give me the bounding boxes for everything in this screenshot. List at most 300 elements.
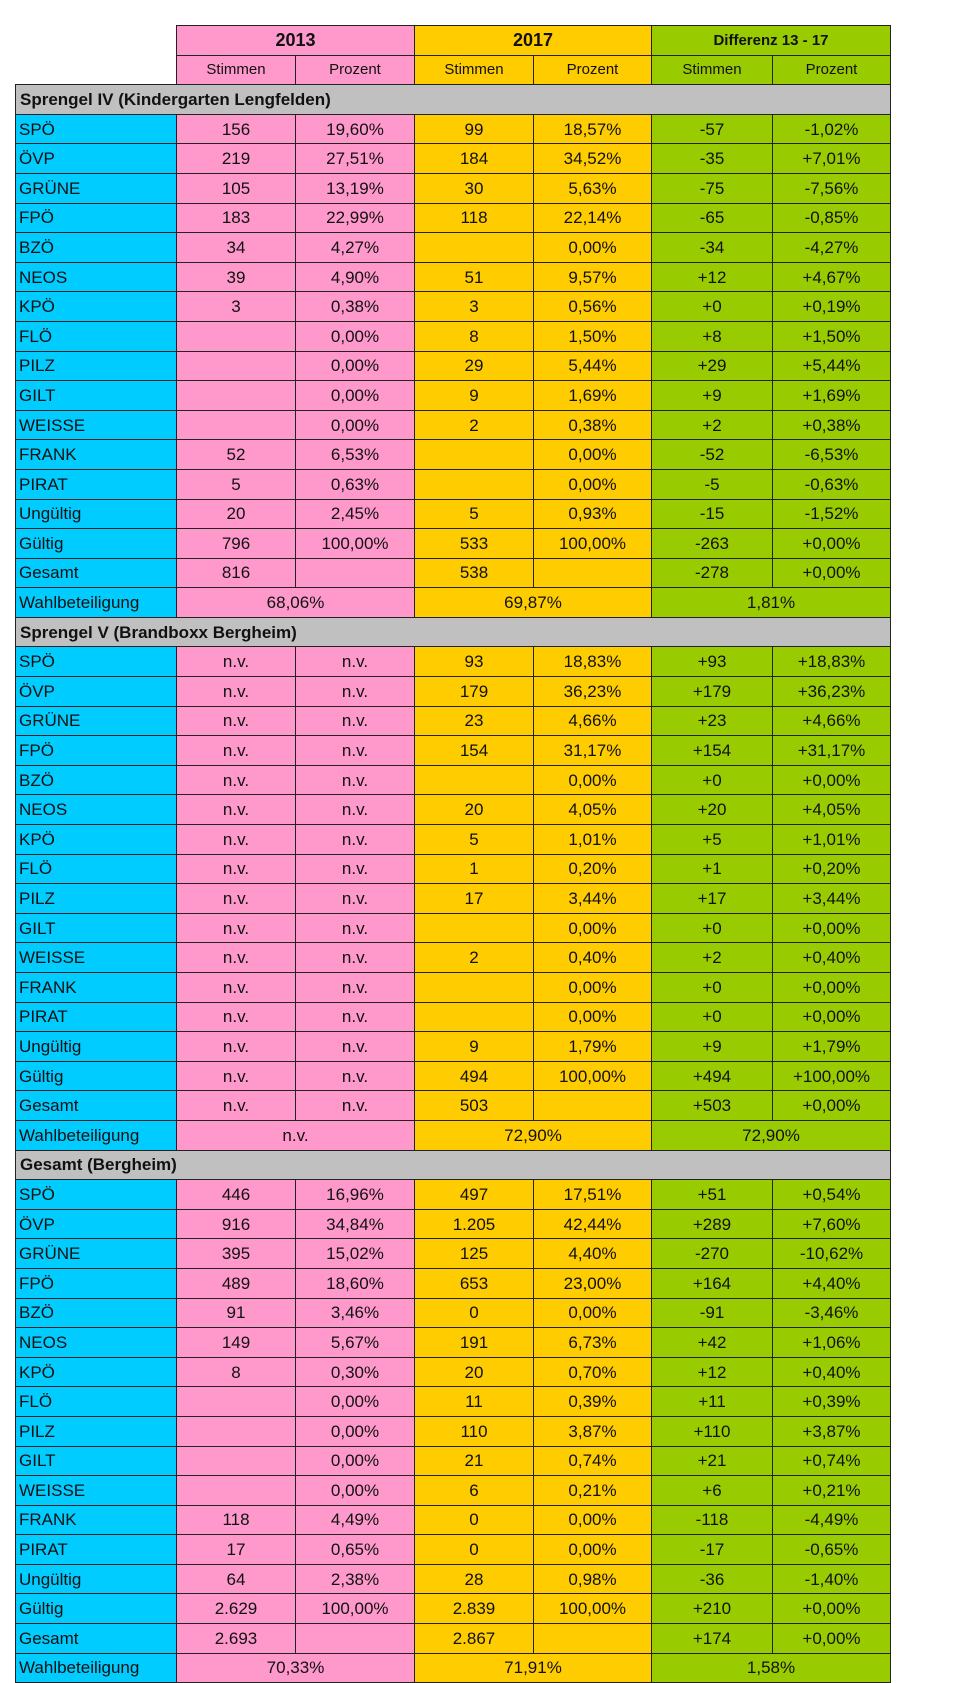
votes-2017: 8 [415, 321, 534, 351]
votes-2013: 39 [177, 262, 296, 292]
votes-2013: n.v. [177, 706, 296, 736]
table-row [16, 1357, 891, 1387]
turnout-2017: 69,87% [415, 588, 652, 618]
votes-diff: +503 [652, 1091, 773, 1121]
party-label: PIRAT [16, 1535, 177, 1565]
percent-diff: -10,62% [773, 1239, 891, 1269]
votes-diff: +1 [652, 854, 773, 884]
votes-2013: 916 [177, 1209, 296, 1239]
percent-2013: n.v. [296, 825, 415, 855]
votes-diff: +8 [652, 321, 773, 351]
votes-2013: n.v. [177, 736, 296, 766]
table-row [16, 203, 891, 233]
percent-diff: +1,50% [773, 321, 891, 351]
party-label: Gesamt [16, 1091, 177, 1121]
votes-2017: 20 [415, 1357, 534, 1387]
votes-2013: 52 [177, 440, 296, 470]
votes-2013: n.v. [177, 943, 296, 973]
votes-2017: 118 [415, 203, 534, 233]
percent-diff: +4,05% [773, 795, 891, 825]
votes-2013: 395 [177, 1239, 296, 1269]
votes-2017: 179 [415, 677, 534, 707]
votes-2013: n.v. [177, 795, 296, 825]
table-row [16, 1535, 891, 1565]
section-title-row [16, 617, 891, 647]
votes-2017: 93 [415, 647, 534, 677]
votes-2013: 8 [177, 1357, 296, 1387]
party-label: PILZ [16, 884, 177, 914]
percent-2017: 0,00% [534, 1505, 652, 1535]
percent-2013: 5,67% [296, 1328, 415, 1358]
votes-diff: +9 [652, 381, 773, 411]
percent-diff: -7,56% [773, 173, 891, 203]
percent-2017: 0,38% [534, 410, 652, 440]
party-label: WEISSE [16, 1476, 177, 1506]
section-title-row [16, 1150, 891, 1180]
votes-diff: +42 [652, 1328, 773, 1358]
table-row [16, 706, 891, 736]
party-label: NEOS [16, 795, 177, 825]
votes-diff: +210 [652, 1594, 773, 1624]
party-label: Gültig [16, 529, 177, 559]
votes-2017: 125 [415, 1239, 534, 1269]
party-label: FPÖ [16, 1268, 177, 1298]
table-row [16, 1416, 891, 1446]
party-label: GILT [16, 381, 177, 411]
party-label: SPÖ [16, 114, 177, 144]
votes-2017: 0 [415, 1535, 534, 1565]
party-label: FPÖ [16, 736, 177, 766]
votes-2013: 816 [177, 558, 296, 588]
percent-diff: +0,00% [773, 1624, 891, 1654]
percent-2017: 0,00% [534, 973, 652, 1003]
percent-2013: 0,00% [296, 351, 415, 381]
percent-2013: 0,00% [296, 1416, 415, 1446]
turnout-diff: 1,58% [652, 1653, 891, 1683]
votes-diff: +174 [652, 1624, 773, 1654]
percent-diff: -4,49% [773, 1505, 891, 1535]
percent-2017: 36,23% [534, 677, 652, 707]
votes-diff: +20 [652, 795, 773, 825]
percent-diff: +31,17% [773, 736, 891, 766]
votes-2017: 494 [415, 1061, 534, 1091]
percent-2017: 0,98% [534, 1564, 652, 1594]
party-label: Ungültig [16, 499, 177, 529]
party-label: BZÖ [16, 1298, 177, 1328]
party-label: FLÖ [16, 321, 177, 351]
percent-diff: +7,60% [773, 1209, 891, 1239]
votes-diff: -57 [652, 114, 773, 144]
percent-2013: 0,00% [296, 1387, 415, 1417]
header-prozent-2013: Prozent [296, 55, 415, 85]
party-label: KPÖ [16, 1357, 177, 1387]
turnout-label: Wahlbeteiligung [16, 1653, 177, 1683]
percent-diff: -0,63% [773, 469, 891, 499]
percent-diff: -1,40% [773, 1564, 891, 1594]
percent-diff: +4,40% [773, 1268, 891, 1298]
votes-diff: -52 [652, 440, 773, 470]
votes-diff: +110 [652, 1416, 773, 1446]
percent-2013: n.v. [296, 647, 415, 677]
votes-diff: +154 [652, 736, 773, 766]
votes-diff: +29 [652, 351, 773, 381]
votes-diff: +0 [652, 1002, 773, 1032]
percent-diff: +0,40% [773, 943, 891, 973]
header-diff: Differenz 13 - 17 [652, 26, 891, 56]
party-label: FLÖ [16, 1387, 177, 1417]
percent-diff: +0,00% [773, 913, 891, 943]
votes-2017: 191 [415, 1328, 534, 1358]
percent-2017: 1,69% [534, 381, 652, 411]
table-row [16, 765, 891, 795]
party-label: PILZ [16, 351, 177, 381]
percent-2013: 2,38% [296, 1564, 415, 1594]
votes-2013: 796 [177, 529, 296, 559]
votes-2013 [177, 1416, 296, 1446]
table-row [16, 677, 891, 707]
table-row [16, 854, 891, 884]
votes-2017: 2.867 [415, 1624, 534, 1654]
percent-2013: 16,96% [296, 1180, 415, 1210]
votes-2017: 497 [415, 1180, 534, 1210]
percent-diff: +7,01% [773, 144, 891, 174]
votes-2017: 9 [415, 381, 534, 411]
percent-2013: n.v. [296, 677, 415, 707]
table-row [16, 1209, 891, 1239]
votes-diff: +9 [652, 1032, 773, 1062]
votes-2017: 5 [415, 825, 534, 855]
percent-2017: 0,20% [534, 854, 652, 884]
votes-2013: 34 [177, 233, 296, 263]
party-label: GILT [16, 1446, 177, 1476]
percent-2013 [296, 558, 415, 588]
votes-2017: 6 [415, 1476, 534, 1506]
votes-2017: 23 [415, 706, 534, 736]
votes-2013: 17 [177, 1535, 296, 1565]
votes-diff: -263 [652, 529, 773, 559]
percent-2017: 0,56% [534, 292, 652, 322]
votes-2017: 17 [415, 884, 534, 914]
votes-diff: -5 [652, 469, 773, 499]
votes-2013: n.v. [177, 1061, 296, 1091]
percent-2013: 19,60% [296, 114, 415, 144]
votes-2017 [415, 469, 534, 499]
percent-2013: n.v. [296, 943, 415, 973]
percent-2017: 0,00% [534, 1298, 652, 1328]
percent-2017: 1,01% [534, 825, 652, 855]
percent-2013: n.v. [296, 706, 415, 736]
votes-diff: +2 [652, 943, 773, 973]
votes-2013: n.v. [177, 825, 296, 855]
votes-diff: -91 [652, 1298, 773, 1328]
votes-2013 [177, 1476, 296, 1506]
votes-2013: n.v. [177, 765, 296, 795]
votes-diff: -36 [652, 1564, 773, 1594]
turnout-2013: n.v. [177, 1120, 415, 1150]
percent-diff: -1,52% [773, 499, 891, 529]
percent-2013: 18,60% [296, 1268, 415, 1298]
percent-diff: +18,83% [773, 647, 891, 677]
votes-2017: 1.205 [415, 1209, 534, 1239]
party-label: SPÖ [16, 647, 177, 677]
percent-diff: +3,87% [773, 1416, 891, 1446]
party-label: GRÜNE [16, 1239, 177, 1269]
percent-diff: +36,23% [773, 677, 891, 707]
votes-2013: 20 [177, 499, 296, 529]
percent-diff: -0,65% [773, 1535, 891, 1565]
percent-2013: 100,00% [296, 1594, 415, 1624]
percent-2013: 27,51% [296, 144, 415, 174]
percent-diff: +0,00% [773, 1091, 891, 1121]
table-row [16, 1594, 891, 1624]
votes-2017 [415, 765, 534, 795]
table-row [16, 1505, 891, 1535]
percent-diff: +0,40% [773, 1357, 891, 1387]
turnout-diff: 1,81% [652, 588, 891, 618]
table-row [16, 825, 891, 855]
party-label: GRÜNE [16, 173, 177, 203]
party-label: Gültig [16, 1594, 177, 1624]
percent-2017: 0,00% [534, 1002, 652, 1032]
votes-2017 [415, 440, 534, 470]
party-label: FLÖ [16, 854, 177, 884]
table-row [16, 440, 891, 470]
percent-2013: 13,19% [296, 173, 415, 203]
section-title-row [16, 85, 891, 115]
percent-diff: +0,00% [773, 558, 891, 588]
turnout-row [16, 1120, 891, 1150]
votes-diff: +494 [652, 1061, 773, 1091]
percent-2017: 18,83% [534, 647, 652, 677]
percent-diff: -3,46% [773, 1298, 891, 1328]
turnout-2013: 68,06% [177, 588, 415, 618]
votes-2013: 105 [177, 173, 296, 203]
table-row [16, 173, 891, 203]
header-stimmen-diff: Stimmen [652, 55, 773, 85]
table-row [16, 1032, 891, 1062]
table-row [16, 233, 891, 263]
table-row [16, 1180, 891, 1210]
party-label: GILT [16, 913, 177, 943]
votes-2013 [177, 351, 296, 381]
percent-2013: 0,38% [296, 292, 415, 322]
percent-2017 [534, 558, 652, 588]
percent-diff: -0,85% [773, 203, 891, 233]
percent-diff: +1,79% [773, 1032, 891, 1062]
percent-2013: 6,53% [296, 440, 415, 470]
percent-2017: 0,70% [534, 1357, 652, 1387]
table-row [16, 736, 891, 766]
percent-2017: 3,87% [534, 1416, 652, 1446]
percent-diff: +0,54% [773, 1180, 891, 1210]
votes-2013: 489 [177, 1268, 296, 1298]
percent-2013: 0,00% [296, 1446, 415, 1476]
table-row [16, 1002, 891, 1032]
table-row [16, 144, 891, 174]
party-label: PIRAT [16, 469, 177, 499]
percent-2017: 4,40% [534, 1239, 652, 1269]
votes-2013: n.v. [177, 1091, 296, 1121]
votes-diff: +93 [652, 647, 773, 677]
votes-2013: 2.629 [177, 1594, 296, 1624]
party-label: ÖVP [16, 677, 177, 707]
table-row [16, 469, 891, 499]
turnout-2013: 70,33% [177, 1653, 415, 1683]
percent-diff: +1,01% [773, 825, 891, 855]
table-row [16, 1298, 891, 1328]
votes-2017: 51 [415, 262, 534, 292]
votes-2013: 156 [177, 114, 296, 144]
party-label: FRANK [16, 973, 177, 1003]
turnout-row [16, 1653, 891, 1683]
votes-diff: +21 [652, 1446, 773, 1476]
percent-diff: +4,67% [773, 262, 891, 292]
percent-2013 [296, 1624, 415, 1654]
percent-2017: 4,05% [534, 795, 652, 825]
votes-2017: 653 [415, 1268, 534, 1298]
percent-2017: 100,00% [534, 1594, 652, 1624]
percent-2017: 0,93% [534, 499, 652, 529]
table-row [16, 529, 891, 559]
votes-2017: 184 [415, 144, 534, 174]
percent-diff: +3,44% [773, 884, 891, 914]
votes-diff: -34 [652, 233, 773, 263]
percent-2013: n.v. [296, 973, 415, 1003]
table-row [16, 795, 891, 825]
percent-diff: +5,44% [773, 351, 891, 381]
votes-2013: n.v. [177, 913, 296, 943]
percent-2013: 3,46% [296, 1298, 415, 1328]
table-row [16, 1239, 891, 1269]
votes-diff: +12 [652, 1357, 773, 1387]
percent-diff: +0,19% [773, 292, 891, 322]
party-label: NEOS [16, 1328, 177, 1358]
table-row [16, 114, 891, 144]
votes-2017: 154 [415, 736, 534, 766]
votes-2017: 538 [415, 558, 534, 588]
votes-2017: 9 [415, 1032, 534, 1062]
table-row [16, 1387, 891, 1417]
percent-2013: 0,65% [296, 1535, 415, 1565]
percent-2017: 34,52% [534, 144, 652, 174]
votes-2013: 118 [177, 1505, 296, 1535]
votes-2013: 64 [177, 1564, 296, 1594]
percent-2013: 0,00% [296, 1476, 415, 1506]
votes-2017: 110 [415, 1416, 534, 1446]
percent-2017 [534, 1091, 652, 1121]
percent-2013: 4,49% [296, 1505, 415, 1535]
votes-diff: +17 [652, 884, 773, 914]
party-label: WEISSE [16, 943, 177, 973]
party-label: NEOS [16, 262, 177, 292]
percent-2013: 34,84% [296, 1209, 415, 1239]
percent-diff: +1,69% [773, 381, 891, 411]
votes-2013 [177, 321, 296, 351]
percent-2017: 5,44% [534, 351, 652, 381]
party-label: FPÖ [16, 203, 177, 233]
header-year-row [16, 26, 891, 56]
percent-2017: 0,00% [534, 765, 652, 795]
party-label: WEISSE [16, 410, 177, 440]
header-sub-row [16, 55, 891, 85]
percent-2013: n.v. [296, 854, 415, 884]
percent-2017: 1,79% [534, 1032, 652, 1062]
percent-2017: 3,44% [534, 884, 652, 914]
votes-2017: 2.839 [415, 1594, 534, 1624]
votes-2017: 0 [415, 1505, 534, 1535]
votes-diff: -15 [652, 499, 773, 529]
table-row [16, 884, 891, 914]
votes-diff: +51 [652, 1180, 773, 1210]
turnout-diff: 72,90% [652, 1120, 891, 1150]
percent-diff: +0,00% [773, 1002, 891, 1032]
section-title: Gesamt (Bergheim) [16, 1150, 891, 1180]
percent-diff: +0,74% [773, 1446, 891, 1476]
votes-2013: n.v. [177, 677, 296, 707]
votes-diff: +0 [652, 913, 773, 943]
header-blank [16, 26, 177, 56]
percent-2013: n.v. [296, 1091, 415, 1121]
party-label: Ungültig [16, 1032, 177, 1062]
percent-2017: 100,00% [534, 529, 652, 559]
percent-2013: 4,27% [296, 233, 415, 263]
votes-2017: 5 [415, 499, 534, 529]
percent-2013: n.v. [296, 795, 415, 825]
table-row [16, 410, 891, 440]
header-2017: 2017 [415, 26, 652, 56]
votes-2013: 183 [177, 203, 296, 233]
votes-2013: n.v. [177, 647, 296, 677]
percent-2013: 0,00% [296, 410, 415, 440]
header-prozent-diff: Prozent [773, 55, 891, 85]
percent-2017: 100,00% [534, 1061, 652, 1091]
votes-2013: 91 [177, 1298, 296, 1328]
percent-2013: n.v. [296, 913, 415, 943]
percent-diff: +0,00% [773, 973, 891, 1003]
percent-diff: +0,00% [773, 1594, 891, 1624]
votes-diff: +6 [652, 1476, 773, 1506]
percent-2017: 0,00% [534, 233, 652, 263]
percent-2013: 22,99% [296, 203, 415, 233]
percent-2017: 0,00% [534, 1535, 652, 1565]
percent-2017: 0,00% [534, 913, 652, 943]
percent-2013: 0,00% [296, 381, 415, 411]
votes-diff: -35 [652, 144, 773, 174]
turnout-label: Wahlbeteiligung [16, 1120, 177, 1150]
votes-diff: +23 [652, 706, 773, 736]
table-row [16, 1476, 891, 1506]
percent-2017: 23,00% [534, 1268, 652, 1298]
percent-2013: n.v. [296, 1032, 415, 1062]
percent-2017: 17,51% [534, 1180, 652, 1210]
table-row [16, 1061, 891, 1091]
votes-diff: +0 [652, 973, 773, 1003]
votes-2017: 28 [415, 1564, 534, 1594]
percent-2013: n.v. [296, 1061, 415, 1091]
table-row [16, 647, 891, 677]
votes-diff: +5 [652, 825, 773, 855]
percent-2017: 31,17% [534, 736, 652, 766]
table-row [16, 973, 891, 1003]
percent-diff: +0,38% [773, 410, 891, 440]
votes-2013: n.v. [177, 884, 296, 914]
percent-2017: 42,44% [534, 1209, 652, 1239]
percent-2013: 0,00% [296, 321, 415, 351]
percent-2017: 0,00% [534, 440, 652, 470]
percent-2017: 6,73% [534, 1328, 652, 1358]
percent-diff: +0,21% [773, 1476, 891, 1506]
votes-2017: 3 [415, 292, 534, 322]
